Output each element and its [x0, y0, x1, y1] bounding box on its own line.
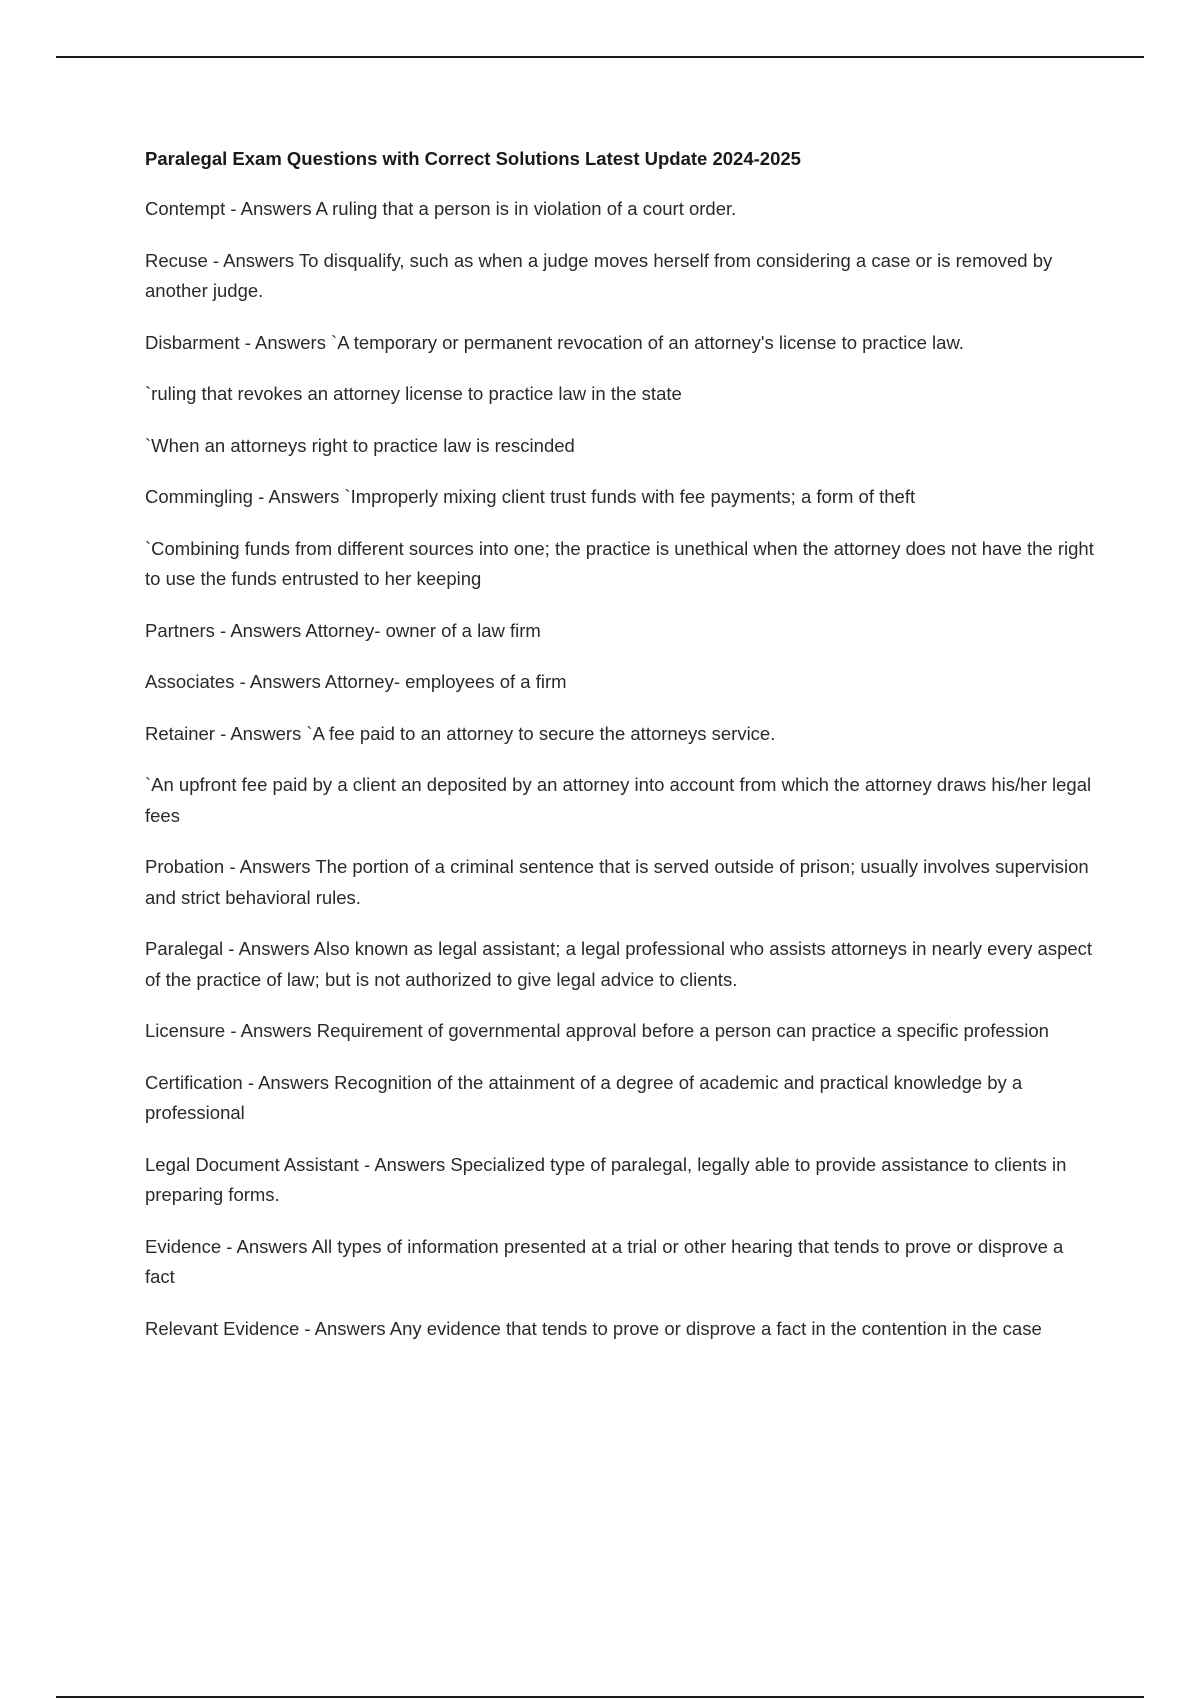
entry-commingling-alt: `Combining funds from different sources into one; the practice is unethical when the attorney does not have the right to use the funds entrusted to her keeping [145, 537, 1094, 589]
entry-retainer-alt: `An upfront fee paid by a client an deposited by an attorney into account from which the attorney draws his/her legal fees [145, 774, 1092, 826]
entry-certification: Certification - Answers Recognition of the attainment of a degree of academic and practical knowledge by a professional [145, 1071, 1023, 1123]
entry-recuse: Recuse - Answers To disqualify, such as when a judge moves herself from considering a case or is removed by another judge. [145, 249, 1053, 301]
entry-partners: Partners - Answers Attorney- owner of a law firm [145, 619, 541, 641]
document-title: Paralegal Exam Questions with Correct Solutions Latest Update 2024-2025 [145, 148, 801, 169]
entry-relevant-evidence: Relevant Evidence - Answers Any evidence that tends to prove or disprove a fact in the contention in the case [145, 1317, 1042, 1339]
entry-commingling: Commingling - Answers `Improperly mixing client trust funds with fee payments; a form of theft [145, 486, 916, 507]
entry-paralegal: Paralegal - Answers Also known as legal assistant; a legal professional who assists attorneys in nearly every aspect of the practice of law; but is not authorized to give legal advice to clients. [145, 938, 1093, 990]
entry-legal-document-assistant: Legal Document Assistant - Answers Specialized type of paralegal, legally able to provide assistance to clients in preparing forms. [145, 1153, 1067, 1205]
entry-disbarment-alt-1: `ruling that revokes an attorney license to practice law in the state [145, 383, 682, 404]
entry-retainer: Retainer - Answers `A fee paid to an attorney to secure the attorneys service. [145, 722, 776, 744]
entry-disbarment: Disbarment - Answers `A temporary or permanent revocation of an attorney's license to practice law. [145, 331, 964, 353]
entry-licensure: Licensure - Answers Requirement of governmental approval before a person can practice a specific profession [145, 1020, 1049, 1041]
document-body [145, 144, 1095, 1365]
entry-contempt: Contempt - Answers A ruling that a person is in violation of a court order. [145, 198, 737, 219]
entry-associates: Associates - Answers Attorney- employees of a firm [145, 671, 567, 692]
footer-rule [56, 1696, 1144, 1698]
entry-probation: Probation - Answers The portion of a criminal sentence that is served outside of prison; usually involves supervision and strict behavioral rules. [145, 856, 1089, 908]
entry-disbarment-alt-2: `When an attorneys right to practice law is rescinded [145, 434, 575, 456]
header-rule [56, 56, 1144, 58]
entry-evidence: Evidence - Answers All types of information presented at a trial or other hearing that tends to prove or disprove a fact [145, 1235, 1064, 1287]
